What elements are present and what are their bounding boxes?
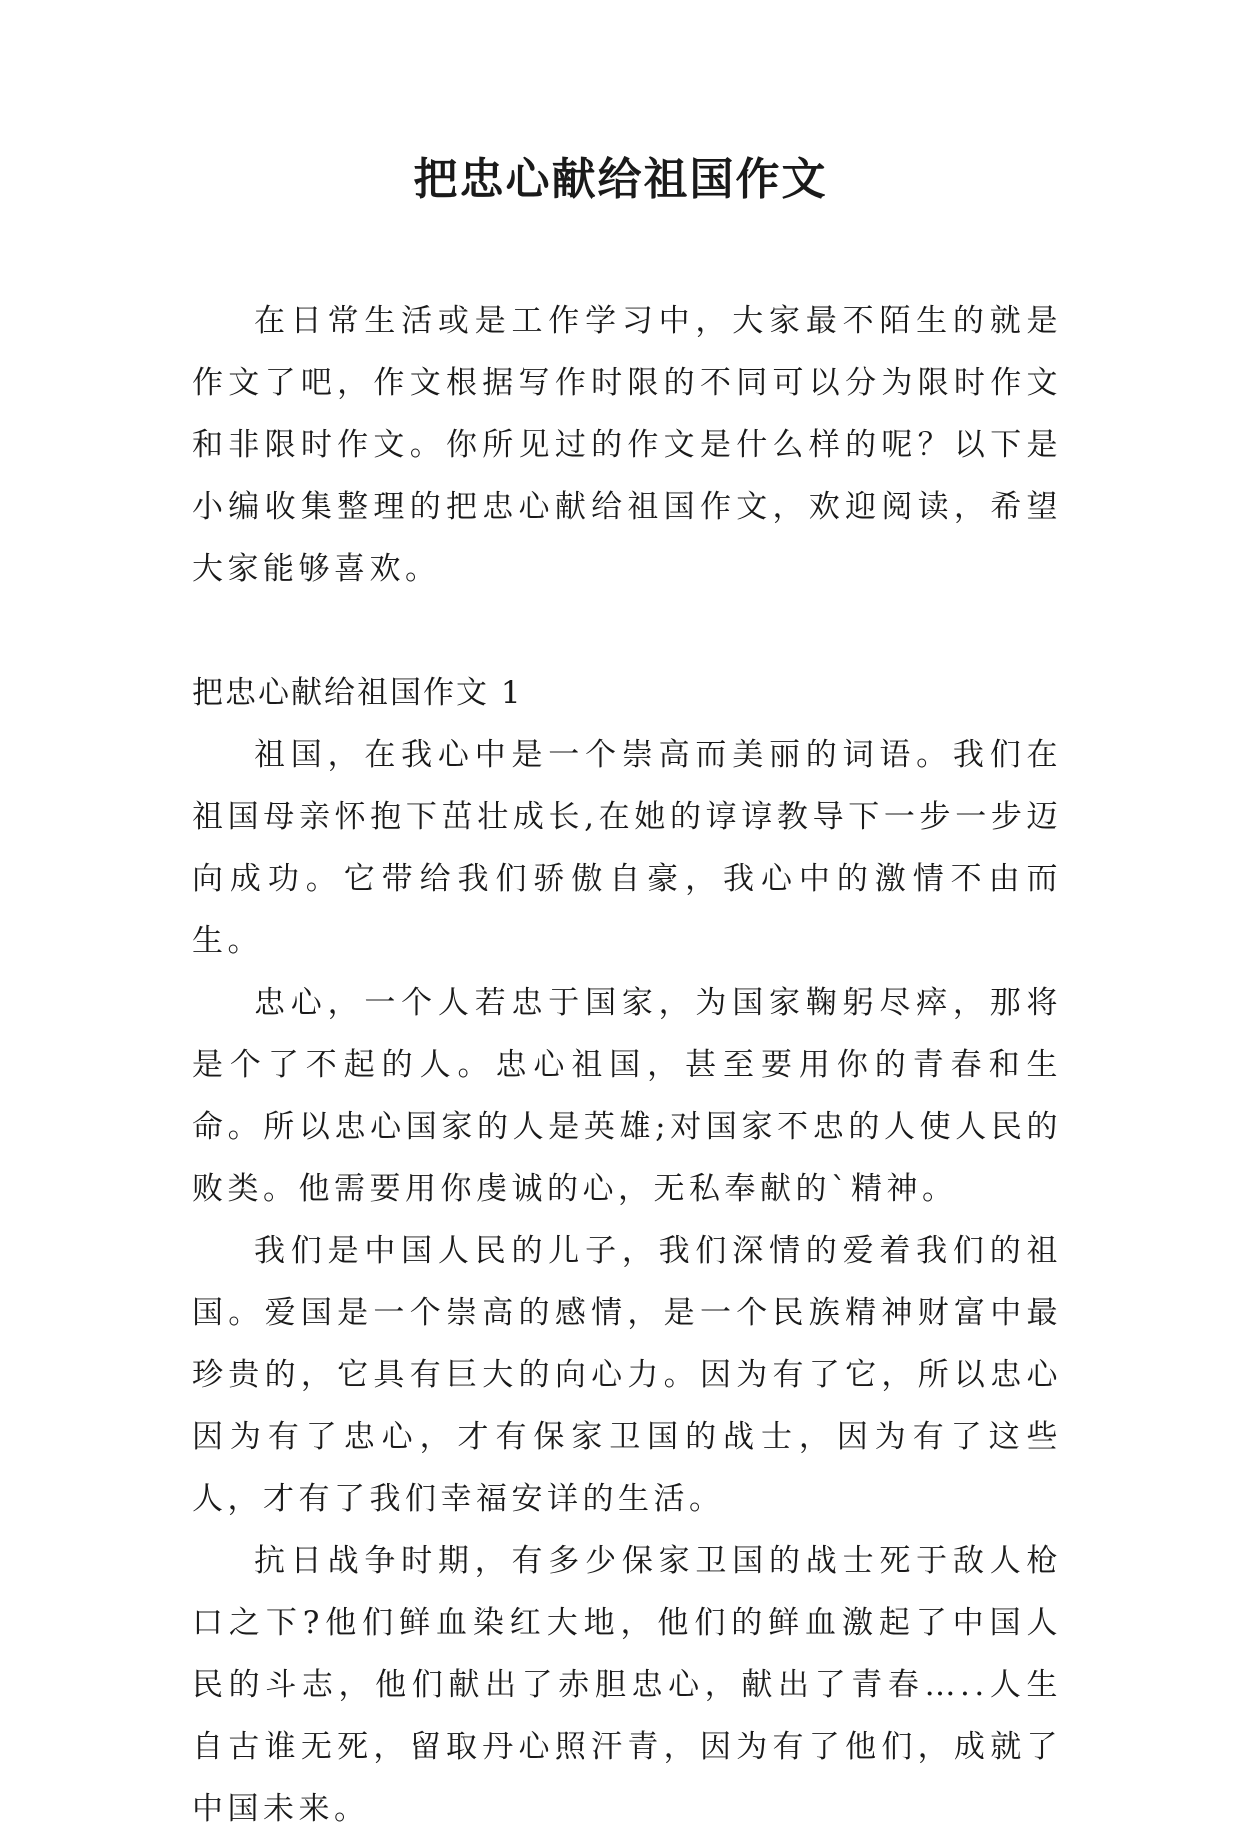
body-paragraph: 抗日战争时期，有多少保家卫国的战士死于敌人枪口之下?他们鲜血染红大地，他们的鲜血激起了中国人民的斗志，他们献出了赤胆忠心，献出了青春…..人生自古谁无死，留取丹心照汗青，因为有了他们，成就了中国未来。 — [192, 1543, 1062, 1827]
document-body — [192, 290, 1062, 1840]
body-paragraph: 祖国，在我心中是一个崇高而美丽的词语。我们在祖国母亲怀抱下茁壮成长,在她的谆谆教导下一步一步迈向成功。它带给我们骄傲自豪，我心中的激情不由而生。 — [192, 737, 1062, 959]
body-paragraph: 我们是中国人民的儿子，我们深情的爱着我们的祖国。爱国是一个崇高的感情，是一个民族精神财富中最珍贵的，它具有巨大的向心力。因为有了它，所以忠心因为有了忠心，才有保家卫国的战士，因为有了这些人，才有了我们幸福安详的生活。 — [192, 1233, 1062, 1517]
body-paragraph: 忠心，一个人若忠于国家，为国家鞠躬尽瘁，那将是个了不起的人。忠心祖国，甚至要用你的青春和生命。所以忠心国家的人是英雄;对国家不忠的人使人民的败类。他需要用你虔诚的心，无私奉献的`精神。 — [192, 985, 1062, 1207]
document-title: 把忠心献给祖国作文 — [413, 154, 828, 205]
intro-paragraph: 在日常生活或是工作学习中，大家最不陌生的就是作文了吧，作文根据写作时限的不同可以分为限时作文和非限时作文。你所见过的作文是什么样的呢？以下是小编收集整理的把忠心献给祖国作文，欢迎阅读，希望大家能够喜欢。 — [192, 303, 1062, 587]
section-heading: 把忠心献给祖国作文 1 — [192, 675, 523, 711]
